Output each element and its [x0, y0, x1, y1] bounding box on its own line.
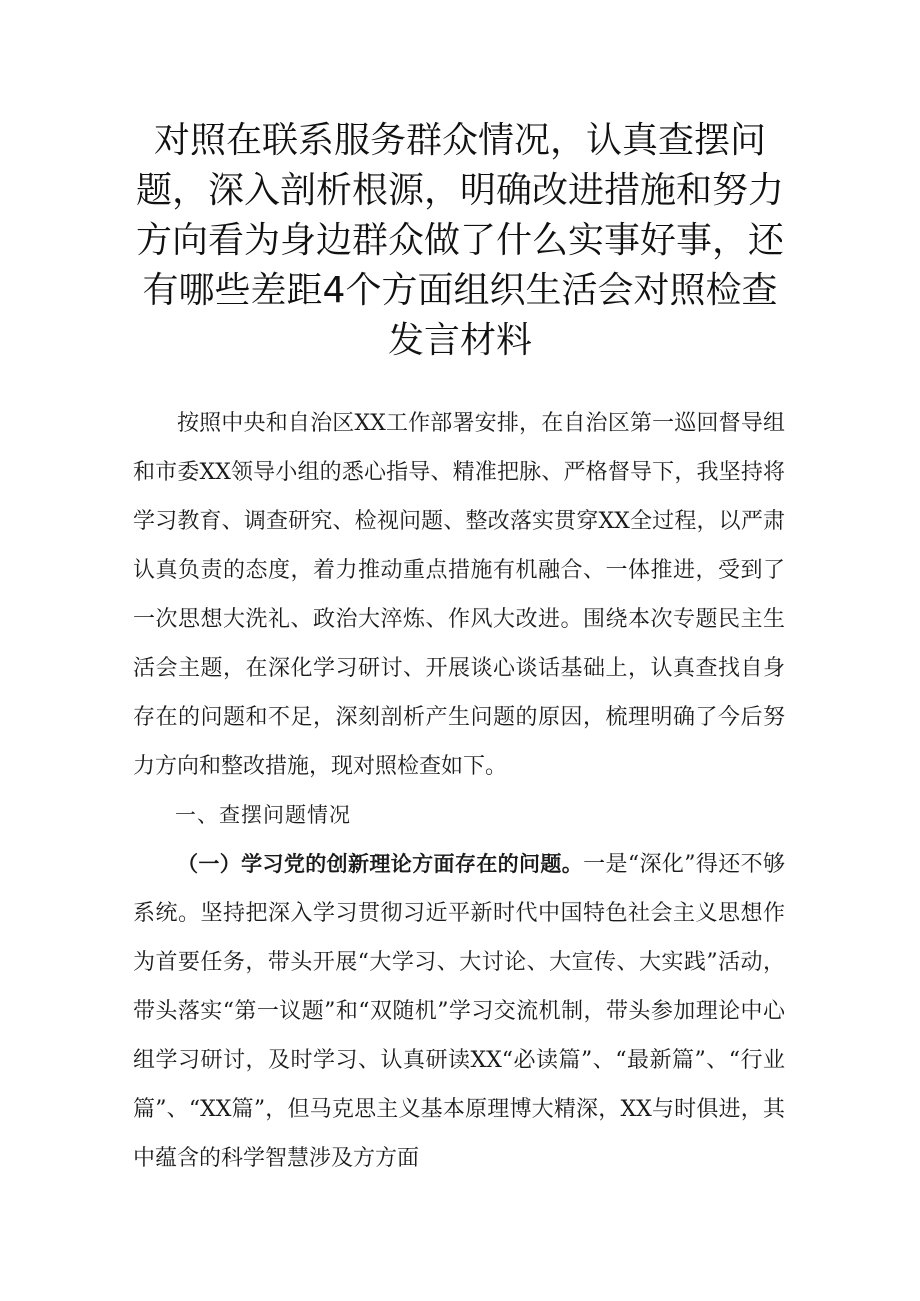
subsection-paragraph	[133, 840, 785, 1183]
document-body	[133, 399, 785, 1183]
intro-paragraph: 按照中央和自治区XX工作部署安排，在自治区第一巡回督导组和市委XX领导小组的悉心指导、精准把脉、严格督导下，我坚持将学习教育、调查研究、检视问题、整改落实贯穿XX全过程，以严肃认真负责的态度，着力推动重点措施有机融合、一体推进，受到了一次思想大洗礼、政治大淬炼、作风大改进。围绕本次专题民主生活会主题，在深化学习研讨、开展谈心谈话基础上，认真查找自身存在的问题和不足，深刻剖析产生问题的原因，梳理明确了今后努力方向和整改措施，现对照检查如下。	[133, 411, 785, 779]
document-title: 对照在联系服务群众情况，认真查摆问题，深入剖析根源，明确改进措施和努力方向看为身边群众做了什么实事好事，还有哪些差距4个方面组织生活会对照检查发言材料	[135, 120, 784, 361]
section-heading: 一、查摆问题情况	[175, 803, 351, 827]
subsection-text: 一是“深化”得还不够系统。坚持把深入学习贯彻习近平新时代中国特色社会主义思想作为首要任务，带头开展“大学习、大讨论、大宣传、大实践”活动，带头落实“第一议题”和“双随机”学习交流机制，带头参加理论中心组学习研讨，及时学习、认真研读XX“必读篇”、“最新篇”、“行业篇”、“XX篇”，但马克思主义基本原理博大精深，XX与时俱进，其中蕴含的科学智慧涉及方方面	[133, 852, 785, 1171]
subsection-heading: （一）学习党的创新理论方面存在的问题。	[177, 852, 584, 876]
